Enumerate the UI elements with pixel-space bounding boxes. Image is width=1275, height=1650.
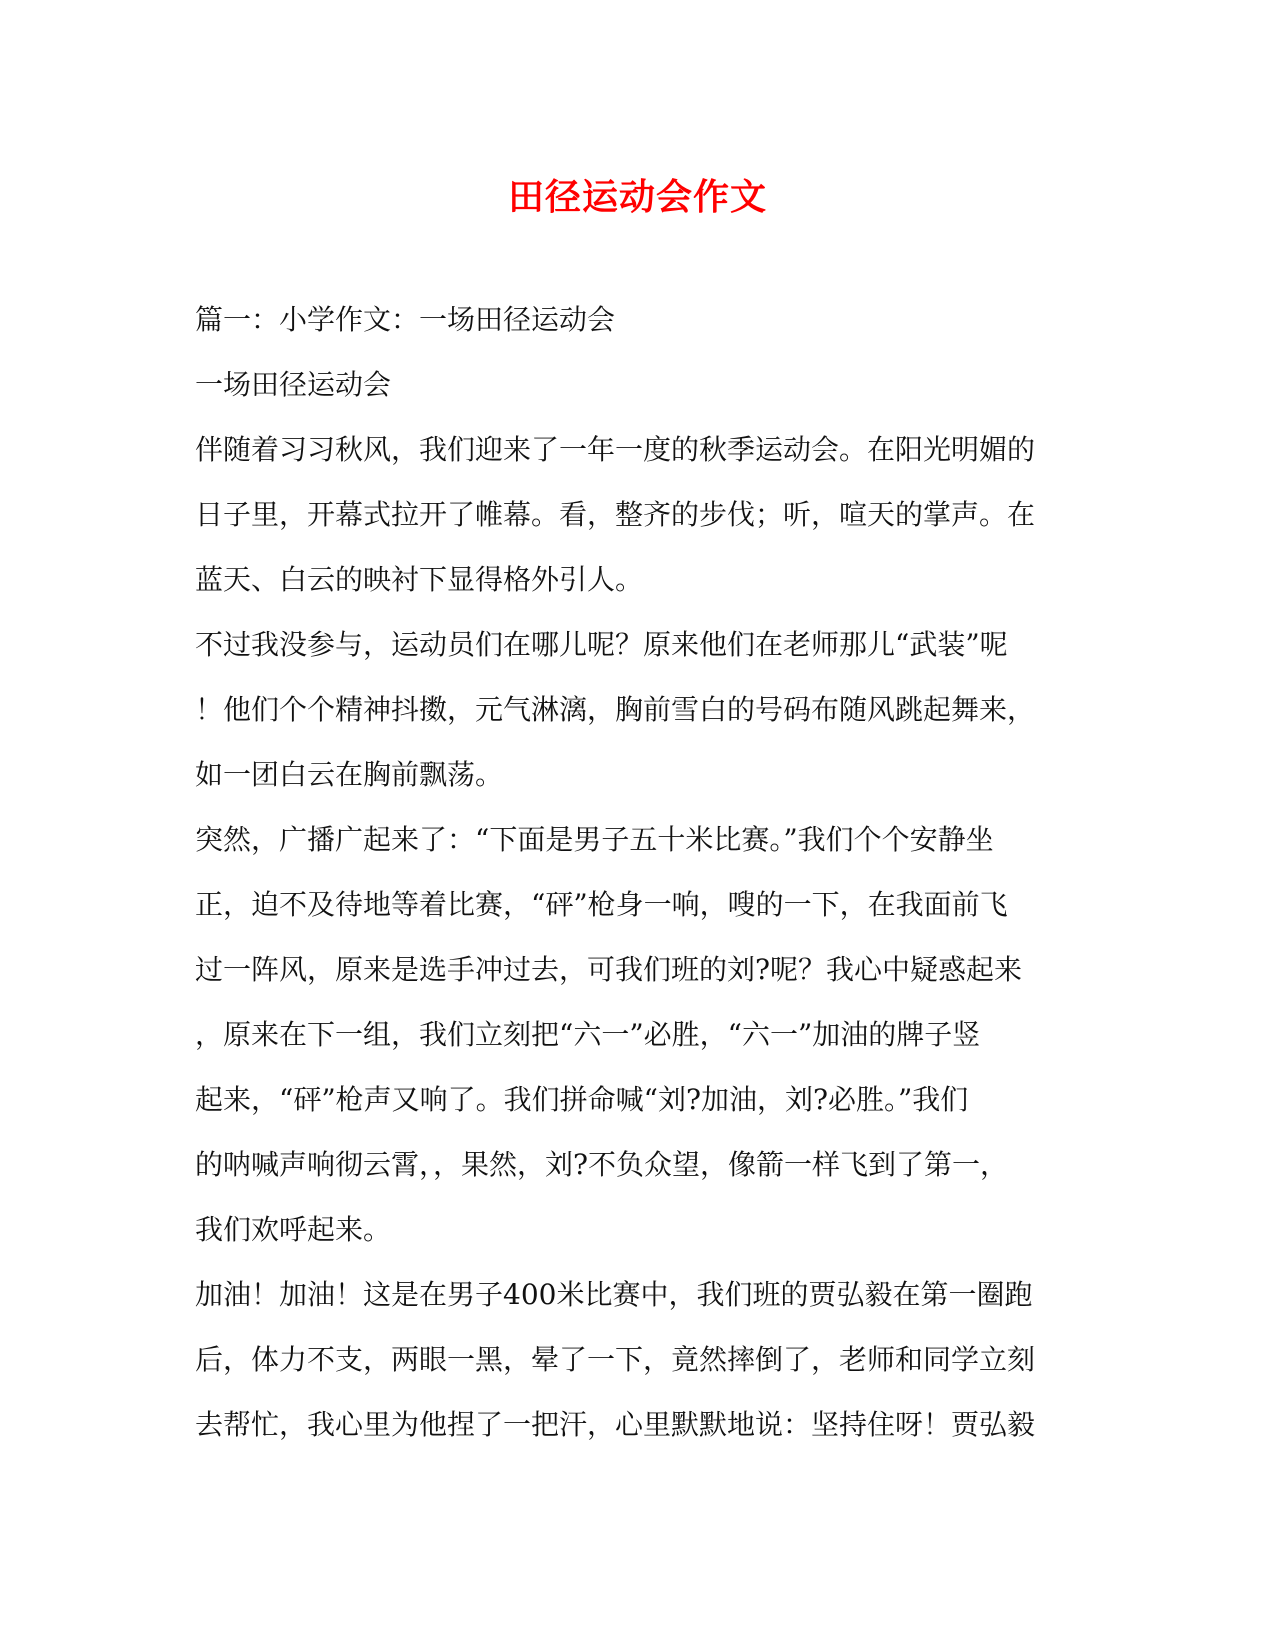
text-line: 正，迫不及待地等着比赛，“砰”枪身一响，嗖的一下，在我面前飞 xyxy=(195,888,1008,921)
text-line: 的呐喊声响彻云霄，，果然，刘?不负众望，像箭一样飞到了第一， xyxy=(195,1148,1009,1181)
text-line: 去帮忙，我心里为他捏了一把汗，心里默默地说：坚持住呀！贾弘毅 xyxy=(195,1408,1036,1441)
text-line: 过一阵风，原来是选手冲过去，可我们班的刘?呢？我心中疑惑起来 xyxy=(195,953,1023,986)
text-line: 伴随着习习秋风，我们迎来了一年一度的秋季运动会。在阳光明媚的 xyxy=(195,433,1036,466)
text-line: 后，体力不支，两眼一黑，晕了一下，竟然摔倒了，老师和同学立刻 xyxy=(195,1343,1036,1376)
text-line: 加油！加油！这是在男子400米比赛中，我们班的贾弘毅在第一圈跑 xyxy=(195,1278,1033,1311)
text-line: 日子里，开幕式拉开了帷幕。看，整齐的步伐；听，喧天的掌声。在 xyxy=(195,498,1036,531)
text-line: ！他们个个精神抖擞，元气淋漓，胸前雪白的号码布随风跳起舞来， xyxy=(195,693,1036,726)
text-line: 不过我没参与，运动员们在哪儿呢？原来他们在老师那儿“武装”呢 xyxy=(195,628,1008,661)
text-line: 蓝天、白云的映衬下显得格外引人。 xyxy=(195,563,644,596)
text-line: 篇一：小学作文：一场田径运动会 xyxy=(195,303,616,336)
text-line: 如一团白云在胸前飘荡。 xyxy=(195,758,504,791)
document-body xyxy=(195,287,1075,1457)
text-line: 一场田径运动会 xyxy=(195,368,392,401)
document-title: 田径运动会作文 xyxy=(507,176,767,218)
text-line: 起来，“砰”枪声又响了。我们拼命喊“刘?加油，刘?必胜。”我们 xyxy=(195,1083,969,1116)
text-line: 我们欢呼起来。 xyxy=(195,1213,392,1246)
text-line: ，原来在下一组，我们立刻把“六一”必胜，“六一”加油的牌子竖 xyxy=(195,1018,981,1051)
text-line: 突然，广播广起来了：“下面是男子五十米比赛。”我们个个安静坐 xyxy=(195,823,994,856)
